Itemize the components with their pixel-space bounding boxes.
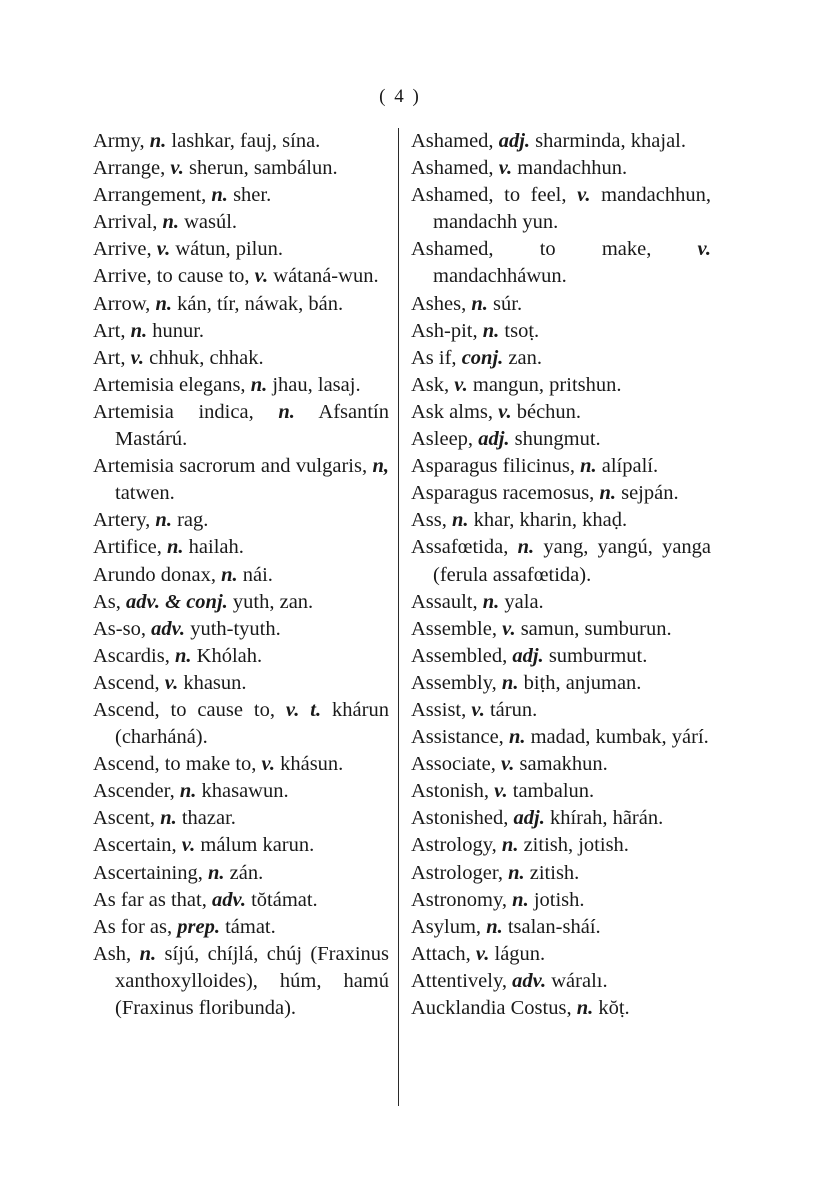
entry-definition: shungmut. xyxy=(514,428,601,451)
dictionary-entry xyxy=(411,182,711,236)
entry-headword: Attentively, xyxy=(411,969,508,992)
entry-part-of-speech: n. xyxy=(149,130,167,152)
entry-definition: tsoṭ. xyxy=(504,319,540,342)
entry-part-of-speech: n. xyxy=(501,671,519,694)
entry-headword: Arundo donax, xyxy=(93,563,216,586)
entry-headword: Assemble, xyxy=(411,617,497,640)
entry-definition: zitish, jotish. xyxy=(523,834,629,857)
entry-definition: alípalí. xyxy=(601,455,659,478)
entry-part-of-speech: adv. xyxy=(512,969,547,992)
dictionary-entry xyxy=(411,399,711,426)
dictionary-entry xyxy=(93,670,389,697)
entry-part-of-speech: adj. xyxy=(512,644,544,667)
dictionary-entry xyxy=(411,507,711,534)
entry-headword: Aucklandia Costus, xyxy=(411,997,572,1019)
entry-headword: Asylum, xyxy=(411,915,482,938)
entry-definition: kŏṭ. xyxy=(598,997,630,1019)
entry-definition: mandachháwun. xyxy=(433,265,567,288)
entry-headword: Ashamed, to feel, xyxy=(411,184,567,207)
entry-part-of-speech: n. xyxy=(174,644,192,667)
entry-headword: Ascend, to make to, xyxy=(93,753,257,776)
entry-headword: Assist, xyxy=(411,698,467,721)
entry-part-of-speech: n. xyxy=(155,292,172,315)
dictionary-entry xyxy=(93,209,389,236)
entry-part-of-speech: n. xyxy=(208,861,225,884)
entry-part-of-speech: v. xyxy=(577,184,591,207)
entry-definition: jotish. xyxy=(533,888,585,911)
entry-definition: mangun, pritshun. xyxy=(472,373,622,396)
entry-part-of-speech: n. xyxy=(471,292,488,315)
entry-definition: khírah, hãrán. xyxy=(549,807,664,830)
dictionary-entry xyxy=(93,941,389,1022)
entry-headword: As far as that, xyxy=(93,888,207,911)
entry-headword: As, xyxy=(93,590,121,613)
entry-headword: Ash-pit, xyxy=(411,319,478,342)
dictionary-entry xyxy=(411,291,711,318)
dictionary-entry xyxy=(93,805,389,832)
entry-definition: khasawun. xyxy=(201,780,289,803)
entry-part-of-speech: n. xyxy=(576,997,594,1019)
dictionary-entry xyxy=(411,345,711,372)
entry-definition: khar, kharin, khaḍ. xyxy=(473,509,628,532)
entry-headword: Ashes, xyxy=(411,292,467,315)
entry-part-of-speech: v. xyxy=(181,834,196,857)
entry-headword: Ascertaining, xyxy=(93,861,203,884)
dictionary-entry xyxy=(93,832,389,859)
dictionary-entry xyxy=(411,697,711,724)
entry-definition: súr. xyxy=(493,292,523,315)
entry-definition: lágun. xyxy=(494,942,546,965)
entry-part-of-speech: n. xyxy=(580,455,597,478)
entry-headword: Assembly, xyxy=(411,671,497,694)
dictionary-entry xyxy=(93,291,389,318)
entry-definition: wátun, pilun. xyxy=(175,238,283,261)
entry-definition: biṭh, anjuman. xyxy=(523,671,642,694)
entry-definition: tŏtámat. xyxy=(251,888,318,911)
entry-headword: Asparagus filicinus, xyxy=(411,455,575,478)
entry-part-of-speech: n. xyxy=(482,590,500,613)
entry-definition: khárun (charháná). xyxy=(115,698,389,749)
entry-headword: Artemisia indica, xyxy=(93,400,254,423)
entry-definition: mandachhun. xyxy=(517,157,628,180)
dictionary-entry xyxy=(411,995,711,1022)
entry-headword: Arrow, xyxy=(93,292,151,315)
entry-headword: Ascend, to cause to, xyxy=(93,698,275,721)
dictionary-entry xyxy=(411,426,711,453)
dictionary-entry xyxy=(93,345,389,372)
entry-part-of-speech: v. xyxy=(498,157,513,180)
entry-definition: wáralı. xyxy=(551,969,608,992)
entry-headword: Asparagus racemosus, xyxy=(411,482,595,505)
entry-headword: As if, xyxy=(411,346,457,369)
entry-definition: hunur. xyxy=(152,319,205,342)
entry-part-of-speech: n. xyxy=(250,373,268,396)
entry-part-of-speech: v. xyxy=(498,400,512,423)
entry-part-of-speech: v. xyxy=(164,671,179,694)
entry-part-of-speech: n. xyxy=(501,834,519,857)
entry-part-of-speech: n. xyxy=(482,319,500,342)
dictionary-entry xyxy=(93,534,389,561)
entry-part-of-speech: prep. xyxy=(177,915,220,938)
entry-part-of-speech: adv. xyxy=(211,888,246,911)
entry-part-of-speech: v. xyxy=(170,157,184,180)
entry-headword: Army, xyxy=(93,130,145,152)
dictionary-entry xyxy=(93,562,389,589)
entry-part-of-speech: n. xyxy=(162,211,179,234)
entry-part-of-speech: n. xyxy=(211,184,228,207)
dictionary-entry xyxy=(411,534,711,588)
entry-headword: Ascardis, xyxy=(93,644,170,667)
entry-headword: Attach, xyxy=(411,942,471,965)
dictionary-entry xyxy=(93,182,389,209)
entry-definition: tatwen. xyxy=(115,482,175,505)
entry-headword: Astrologer, xyxy=(411,861,503,884)
entry-headword: Ascent, xyxy=(93,807,156,830)
entry-definition: yala. xyxy=(504,590,544,613)
entry-definition: sherun, sambálun. xyxy=(189,157,338,180)
entry-part-of-speech: n, xyxy=(372,455,390,478)
entry-headword: Ass, xyxy=(411,509,447,532)
dictionary-entry xyxy=(411,941,711,968)
entry-headword: Astonished, xyxy=(411,807,509,830)
dictionary-entry xyxy=(93,643,389,670)
entry-headword: As for as, xyxy=(93,915,173,938)
entry-part-of-speech: adv. & conj. xyxy=(126,590,228,613)
dictionary-entry xyxy=(93,616,389,643)
left-column xyxy=(93,128,389,1022)
entry-part-of-speech: n. xyxy=(160,807,177,830)
entry-part-of-speech: v. t. xyxy=(285,698,322,721)
entry-definition: Afsantín Mastárú. xyxy=(115,400,389,451)
entry-part-of-speech: n. xyxy=(278,400,295,423)
entry-headword: Art, xyxy=(93,346,126,369)
dictionary-entry xyxy=(93,507,389,534)
entry-definition: sharminda, khajal. xyxy=(535,130,686,152)
entry-definition: hailah. xyxy=(188,536,244,559)
entry-part-of-speech: conj. xyxy=(461,346,504,369)
entry-definition: támat. xyxy=(225,915,276,938)
entry-definition: thazar. xyxy=(181,807,236,830)
entry-part-of-speech: v. xyxy=(156,238,171,261)
entry-headword: Artifice, xyxy=(93,536,162,559)
dictionary-entry xyxy=(93,399,389,453)
dictionary-entry xyxy=(411,616,711,643)
entry-headword: Assistance, xyxy=(411,726,504,749)
entry-definition: málum karun. xyxy=(200,834,315,857)
entry-headword: Assafœtida, xyxy=(411,536,509,559)
entry-headword: Arrival, xyxy=(93,211,158,234)
dictionary-entry xyxy=(411,480,711,507)
entry-definition: nái. xyxy=(242,563,273,586)
dictionary-entry xyxy=(411,670,711,697)
entry-headword: Astrology, xyxy=(411,834,497,857)
dictionary-entry xyxy=(93,372,389,399)
entry-headword: Assembled, xyxy=(411,644,508,667)
entry-part-of-speech: v. xyxy=(454,373,468,396)
entry-definition: lashkar, fauj, sína. xyxy=(171,130,321,152)
entry-definition: sumburmut. xyxy=(548,644,648,667)
entry-headword: Astonish, xyxy=(411,780,490,803)
dictionary-entry xyxy=(93,155,389,182)
entry-headword: Associate, xyxy=(411,753,496,776)
dictionary-entry xyxy=(93,860,389,887)
entry-definition: síjú, chíjlá, chúj (Fraxinus xanthoxylloides), húm, hamú (Fraxinus floribunda). xyxy=(115,942,389,1019)
entry-part-of-speech: adv. xyxy=(151,617,186,640)
dictionary-entry xyxy=(411,236,711,290)
entry-definition: Khólah. xyxy=(196,644,263,667)
entry-definition: wátaná-wun. xyxy=(273,265,379,288)
entry-definition: béchun. xyxy=(516,400,582,423)
entry-part-of-speech: n. xyxy=(167,536,184,559)
entry-headword: Artery, xyxy=(93,509,151,532)
dictionary-entry xyxy=(411,155,711,182)
dictionary-entry xyxy=(411,968,711,995)
dictionary-entry xyxy=(411,887,711,914)
entry-definition: tambalun. xyxy=(512,780,595,803)
entry-headword: Art, xyxy=(93,319,126,342)
entry-definition: tárun. xyxy=(489,698,538,721)
dictionary-entry xyxy=(411,805,711,832)
dictionary-entry xyxy=(411,643,711,670)
entry-headword: As-so, xyxy=(93,617,146,640)
dictionary-entry xyxy=(411,860,711,887)
entry-definition: rag. xyxy=(177,509,209,532)
entry-definition: khásun. xyxy=(280,753,344,776)
entry-definition: yuth, zan. xyxy=(232,590,314,613)
entry-headword: Ashamed, xyxy=(411,130,494,152)
entry-part-of-speech: v. xyxy=(500,753,515,776)
entry-definition: yang, yangú, yanga (ferula assafœtida). xyxy=(433,536,712,586)
entry-part-of-speech: n. xyxy=(512,888,529,911)
entry-headword: Ask, xyxy=(411,373,450,396)
entry-definition: yuth-tyuth. xyxy=(190,617,281,640)
right-column xyxy=(411,128,711,1022)
entry-definition: tsalan-sháí. xyxy=(507,915,601,938)
dictionary-entry xyxy=(93,263,389,290)
entry-part-of-speech: v. xyxy=(475,942,490,965)
entry-headword: Arrive, xyxy=(93,238,152,261)
entry-definition: zán. xyxy=(229,861,264,884)
dictionary-entry xyxy=(93,914,389,941)
entry-definition: kán, tír, náwak, bán. xyxy=(177,292,344,315)
dictionary-entry xyxy=(411,914,711,941)
dictionary-entry xyxy=(93,318,389,345)
dictionary-entry xyxy=(411,128,711,155)
page-number: ( 4 ) xyxy=(379,86,421,107)
entry-headword: Artemisia elegans, xyxy=(93,373,246,396)
dictionary-entry xyxy=(93,236,389,263)
entry-headword: Arrangement, xyxy=(93,184,207,207)
dictionary-entry xyxy=(93,589,389,616)
entry-part-of-speech: v. xyxy=(494,780,508,803)
entry-definition: madad, kumbak, yárí. xyxy=(530,726,709,749)
dictionary-entry xyxy=(411,832,711,859)
entry-headword: Arrive, to cause to, xyxy=(93,265,250,288)
dictionary-entry xyxy=(411,372,711,399)
dictionary-entry xyxy=(93,778,389,805)
entry-headword: Artemisia sacrorum and vulgaris, xyxy=(93,455,368,478)
dictionary-entry xyxy=(411,724,711,751)
entry-definition: sher. xyxy=(233,184,272,207)
entry-headword: Ascend, xyxy=(93,671,160,694)
entry-definition: samakhun. xyxy=(519,753,608,776)
entry-part-of-speech: adj. xyxy=(478,428,510,451)
entry-part-of-speech: v. xyxy=(254,265,269,288)
entry-definition: khasun. xyxy=(183,671,247,694)
entry-headword: Astronomy, xyxy=(411,888,508,911)
entry-headword: Ashamed, xyxy=(411,157,494,180)
entry-part-of-speech: n. xyxy=(179,780,197,803)
dictionary-entry xyxy=(93,697,389,751)
entry-part-of-speech: v. xyxy=(130,346,145,369)
entry-part-of-speech: n. xyxy=(486,915,503,938)
entry-definition: samun, sumburun. xyxy=(520,617,672,640)
entry-part-of-speech: adj. xyxy=(513,807,545,830)
entry-headword: Ascender, xyxy=(93,780,175,803)
entry-part-of-speech: n. xyxy=(452,509,469,532)
entry-part-of-speech: n. xyxy=(221,563,238,586)
entry-definition: zitish. xyxy=(529,861,580,884)
entry-part-of-speech: n. xyxy=(508,726,526,749)
column-divider xyxy=(398,128,399,1106)
entry-definition: mandachhun, mandachh yun. xyxy=(433,184,711,234)
entry-part-of-speech: v. xyxy=(502,617,516,640)
entry-definition: jhau, lasaj. xyxy=(272,373,361,396)
entry-headword: Ask alms, xyxy=(411,400,493,423)
dictionary-entry xyxy=(411,589,711,616)
entry-part-of-speech: v. xyxy=(261,753,275,776)
dictionary-entry xyxy=(411,751,711,778)
entry-definition: zan. xyxy=(508,346,542,369)
dictionary-entry xyxy=(411,453,711,480)
entry-part-of-speech: n. xyxy=(517,536,535,559)
dictionary-entry xyxy=(93,128,389,155)
entry-part-of-speech: v. xyxy=(697,238,711,261)
entry-part-of-speech: n. xyxy=(508,861,525,884)
entry-definition: wasúl. xyxy=(184,211,238,234)
entry-headword: Arrange, xyxy=(93,157,166,180)
entry-headword: Ashamed, to make, xyxy=(411,238,652,261)
entry-definition: sejpán. xyxy=(621,482,679,505)
dictionary-entry xyxy=(93,887,389,914)
entry-headword: Assault, xyxy=(411,590,478,613)
entry-part-of-speech: n. xyxy=(139,942,157,965)
dictionary-entry xyxy=(411,318,711,345)
entry-part-of-speech: v. xyxy=(471,698,485,721)
entry-part-of-speech: n. xyxy=(599,482,616,505)
entry-definition: chhuk, chhak. xyxy=(149,346,264,369)
dictionary-entry xyxy=(411,778,711,805)
dictionary-entry xyxy=(93,453,389,507)
entry-headword: Asleep, xyxy=(411,428,474,451)
entry-headword: Ascertain, xyxy=(93,834,177,857)
entry-headword: Ash, xyxy=(93,942,132,965)
entry-part-of-speech: adj. xyxy=(498,130,531,152)
entry-part-of-speech: n. xyxy=(155,509,172,532)
entry-part-of-speech: n. xyxy=(130,319,148,342)
dictionary-entry xyxy=(93,751,389,778)
